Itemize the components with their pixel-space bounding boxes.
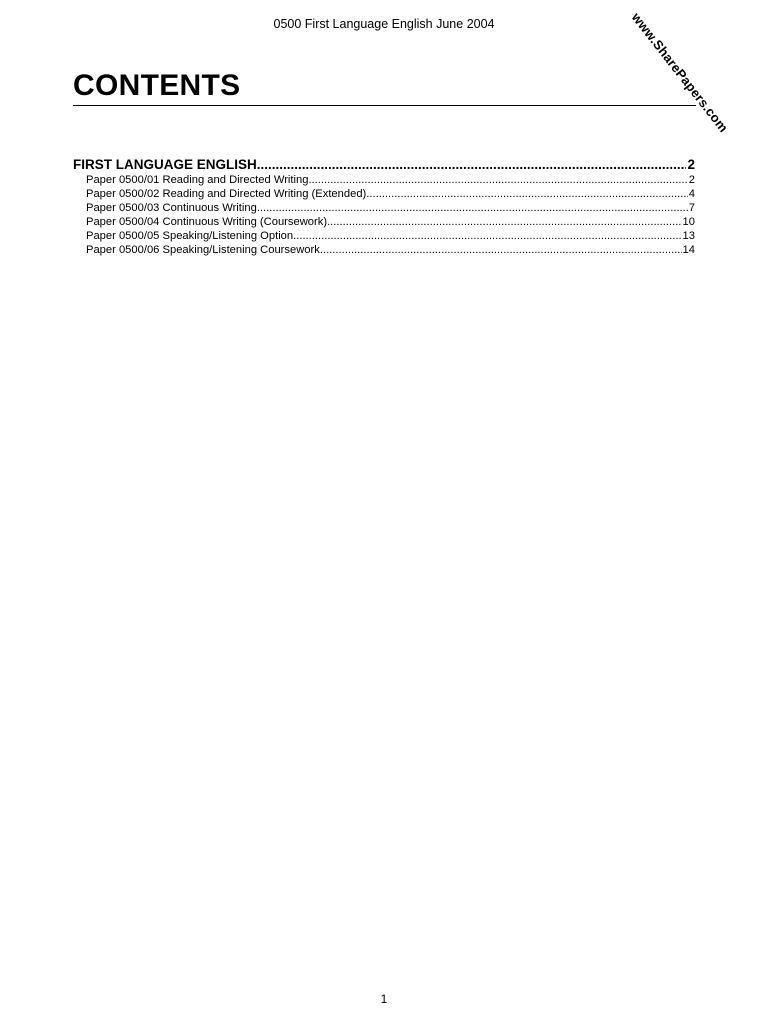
- toc-entry-paper-03[interactable]: [73, 201, 695, 215]
- toc-leader-dots: [293, 229, 681, 243]
- toc-entry-paper-05[interactable]: [73, 229, 695, 243]
- page-number: 1: [380, 992, 388, 1006]
- toc-section-title: FIRST LANGUAGE ENGLISH: [73, 157, 257, 172]
- toc-entry-paper-01[interactable]: [73, 173, 695, 187]
- toc-entry-title: Paper 0500/06 Speaking/Listening Coursework: [86, 244, 320, 256]
- toc-leader-dots: [320, 243, 682, 257]
- toc-entry-title: Paper 0500/03 Continuous Writing: [86, 202, 257, 214]
- toc-entry-paper-02[interactable]: [73, 187, 695, 201]
- toc-entry-page: 4: [688, 188, 695, 200]
- toc-section-page: 2: [687, 157, 695, 172]
- toc-entry-title: Paper 0500/04 Continuous Writing (Coursework): [86, 216, 328, 228]
- toc-entry-page: 14: [682, 244, 695, 256]
- toc-entry-page: 13: [682, 230, 695, 242]
- contents-heading: CONTENTS: [73, 69, 241, 102]
- toc-leader-dots: [257, 156, 687, 173]
- toc-entry-title: Paper 0500/01 Reading and Directed Writing: [86, 174, 309, 186]
- toc-entry-title: Paper 0500/02 Reading and Directed Writing (Extended): [86, 188, 367, 200]
- toc-section-first-language-english[interactable]: [73, 156, 695, 173]
- table-of-contents: [73, 156, 695, 257]
- toc-leader-dots: [257, 201, 688, 215]
- toc-entry-paper-04[interactable]: [73, 215, 695, 229]
- toc-entry-page: 10: [682, 216, 695, 228]
- toc-leader-dots: [327, 215, 681, 229]
- toc-leader-dots: [366, 187, 687, 201]
- toc-leader-dots: [308, 173, 687, 187]
- toc-entry-page: 7: [688, 202, 695, 214]
- toc-entry-title: Paper 0500/05 Speaking/Listening Option: [86, 230, 294, 242]
- sharepapers-watermark: www.SharePapers.com: [628, 9, 732, 136]
- running-header: 0500 First Language English June 2004: [273, 17, 495, 31]
- heading-rule: [73, 105, 696, 106]
- toc-entry-page: 2: [688, 174, 695, 186]
- toc-entry-paper-06[interactable]: [73, 243, 695, 257]
